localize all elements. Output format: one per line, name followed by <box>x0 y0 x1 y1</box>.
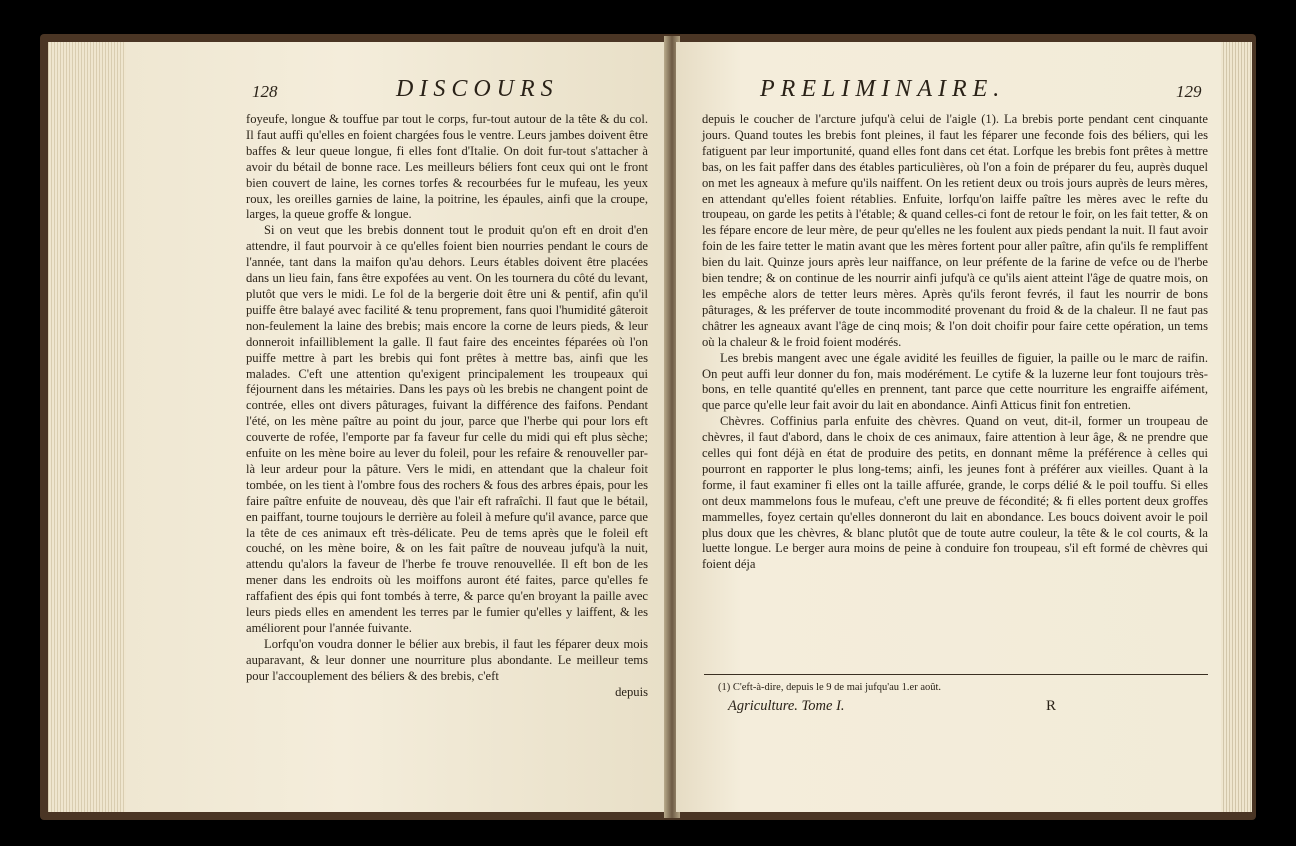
paragraph: foyeufe, longue & touffue par tout le corps, fur-tout autour de la tête & du col. Il faut auffi qu'elles en foient chargées fous le ventre. Leurs jambes doivent être baffes & leur queue longue, fi elles font d'Italie. On doit fur-tout s'attacher à avoir du bétail de bonne race. Les meilleurs béliers font ceux qui ont le front bien couvert de laine, les cornes torfes & recourbées fur le mufeau, les yeux roux, les oreilles garnies de laine, la poitrine, les épaules, ainfi que la croupe, larges, la queue groffe & longue. <box>246 112 648 222</box>
right-body-text <box>702 112 1208 573</box>
paragraph: depuis le coucher de l'arcture jufqu'à celui de l'aigle (1). La brebis porte pendant cent cinquante jours. Quand toutes les brebis font pleines, il faut les féparer une feconde fois des béliers, qui les fatiguent par leur importunité, quand elles font dans cet état. Lorfque les brebis font prêtes à mettre bas, on les fait paffer dans des étables particulières, où l'on a foin de préparer du feu, auprès duquel on met les agneaux à mefure qu'ils naiffent. On les retient deux ou trois jours auprès de leurs mères, en attendant qu'elles foient rétablies. Enfuite, lorfqu'on laiffe paître les mères avec le refte du troupeau, on garde les petits à l'étable; & quand celles-ci font de retour le foir, on les fait tetter, & on les fépare encore de leur mère, de peur qu'elles ne les foulent aux pieds pendant la nuit. Il faut avoir foin de les faire tetter le matin avant que les mères fortent pour aller paître, afin qu'ils fe rempliffent bien du lait. Quinze jours après leur naiffance, on leur préfente de la farine de vefce ou de l'herbe bien tendre; & on continue de les nourrir ainfi jufqu'à ce qu'ils aient atteint l'âge de quatre mois, on les empêche alors de tetter leurs mères. Après qu'ils feront fevrés, il faut les nourrir de bons pâturages, & les préferver de toute incommodité provenant du froid & de la chaleur. Il ne faut pas châtrer les agneaux avant l'âge de cinq mois; & l'on doit choifir pour faire cette opération, un tems où la chaleur & le froid foient modérés. <box>702 112 1208 349</box>
right-page <box>676 42 1221 812</box>
footnote-rule <box>704 674 1208 675</box>
page-block-left <box>48 42 128 812</box>
paragraph: Si on veut que les brebis donnent tout le produit qu'on eft en droit d'en attendre, il faut pourvoir à ce qu'elles foient bien nourries pendant le cours de l'année, tant dans la maifon qu'au dehors. Leurs étables doivent être placées dans un lieu fain, fans être expofées au vent. On les tournera du côté du levant, plutôt que vers le midi. Le fol de la bergerie doit être uni & pentif, afin qu'il puiffe être balayé avec facilité & tenu proprement, fans quoi l'humidité gâteroit non-feulement la laine des brebis; mais encore la corne de leurs pieds, & leur donneroit infailliblement la galle. Il faut faire des enceintes féparées où l'on puiffe mettre à part les brebis qui font prêtes à mettre bas, ainfi que les malades. C'eft une attention qu'exigent principalement les troupeaux qui féjournent dans les métairies. Dans les pays où les brebis ne changent point de contrée, elles ont divers pâturages, fuivant la différence des faifons. Pendant l'été, on les mène paître au point du jour, parce que l'herbe qui pour lors eft couverte de rofée, l'emporte par fa faveur fur celle du midi qui eft plus sèche; enfuite on les mène boire au lever du foleil, pour les refaire & renouveller par-là leur ardeur pour la pâture. Vers le midi, en attendant que la chaleur foit tombée, on les tient à l'ombre fous des rochers & fous des arbres épais, pour les faire paître enfuite de nouveau, dès que l'air eft rafraîchi. Il faut que le bétail, en paiffant, tourne toujours le derrière au foleil à mefure qu'il avance, parce que la tête de ces animaux eft très-délicate. Peu de tems après que le foleil eft couché, on les mène boire, & on les fait paître de nouveau jufqu'à la nuit, attendu qu'alors la faveur de l'herbe fe trouve renouvellée. Il eft bon de les mener dans les endroits où les moiffons auront été faites, parce qu'elles fe raffafient des épis qui font tombés à terre, & parce qu'en broyant la paille avec leurs pieds elles en amendent les terres par le fumier qu'elles y laiffent, & les améliorent pour l'année fuivante. <box>246 223 648 635</box>
left-header <box>126 76 670 106</box>
paragraph: Les brebis mangent avec une égale avidité les feuilles de figuier, la paille ou le marc de raifin. On peut auffi leur donner du fon, mais modérément. Le cytife & la luzerne leur font toujours très-bons, en telle quantité qu'elles en prennent, tant parce que cette nourriture les engraiffe aifément, que parce qu'elle leur fait avoir du lait en abondance. Ainfi Atticus finit fon entretien. <box>702 350 1208 413</box>
left-page-number: 128 <box>252 82 278 101</box>
right-running-head: PRELIMINAIRE. <box>760 76 1006 102</box>
right-page-number: 129 <box>1176 82 1202 101</box>
left-body-text <box>246 112 648 701</box>
signature-title: Agriculture. Tome I. <box>728 698 845 714</box>
right-header <box>676 76 1221 106</box>
left-running-head: DISCOURS <box>396 76 559 102</box>
footnote: (1) C'eft-à-dire, depuis le 9 de mai jufqu'au 1.er août. <box>718 682 942 693</box>
page-block-right <box>1218 42 1252 812</box>
catchword: depuis <box>615 684 648 699</box>
left-page <box>126 42 670 812</box>
paragraph: Lorfqu'on voudra donner le bélier aux brebis, il faut les féparer deux mois auparavant, & leur donner une nourriture plus abondante. Le meilleur tems pour l'accouplement des béliers & des brebis, c'eft <box>246 636 648 683</box>
signature-mark: R <box>1046 698 1057 714</box>
paragraph: Chèvres. Coffinius parla enfuite des chèvres. Quand on veut, dit-il, former un troupeau de chèvres, il faut d'abord, dans le choix de ces animaux, faire attention à leur âge, & ne prendre que celles qui font déjà en état de produire des petits, en donnant même la préférence à celles qui pourront en rapporter le plus long-tems; ainfi, les jeunes font à préférer aux vieilles. Quant à la forme, il faut examiner fi elles ont la taille affurée, grande, le corps délié & le poil touffu. Si elles ont deux mammelons fous le mufeau, c'eft une preuve de fécondité; & fi elles portent deux groffes mammelles, foyez certain qu'elles donneront du lait en abondance. Les boucs doivent avoir le poil plus doux que les chèvres, & blanc plutôt que de toute autre couleur, la tête & le col courts, & la luette longue. Le berger aura moins de peine à conduire fon troupeau, s'il eft formé de chèvres qui foient déja <box>702 414 1208 572</box>
